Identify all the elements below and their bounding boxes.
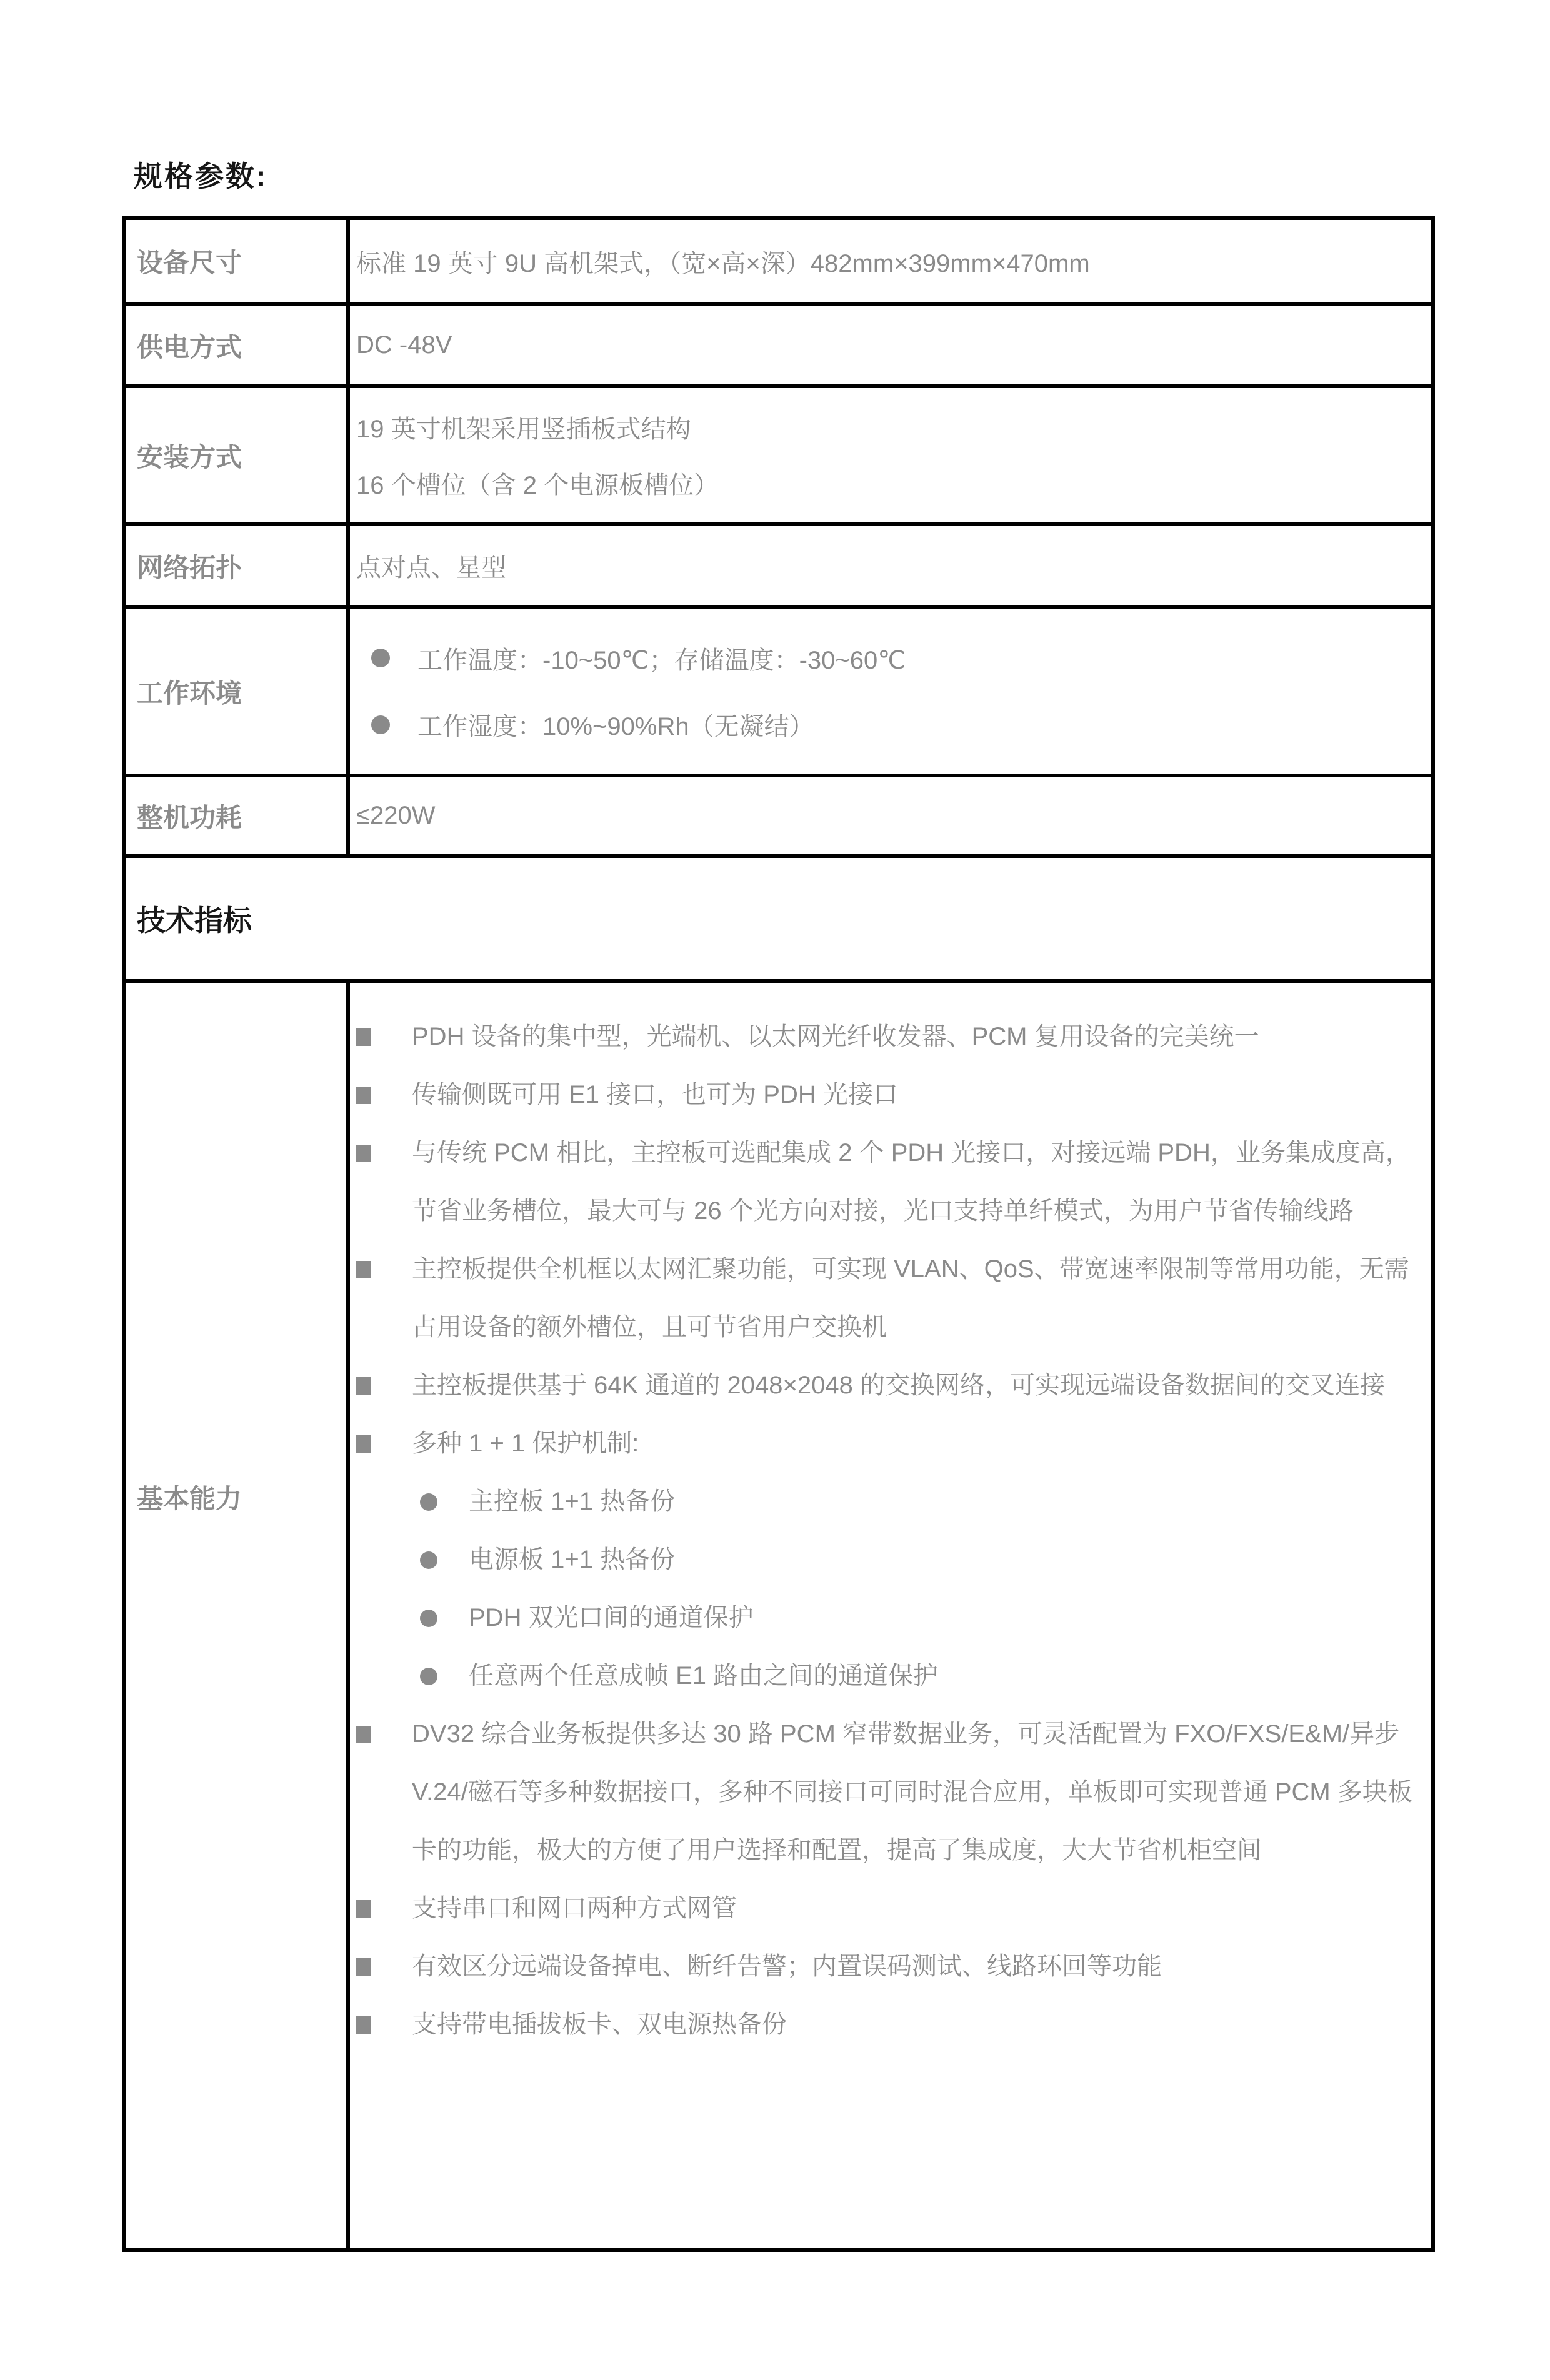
circle-bullet-icon [420,1551,438,1569]
capability-text: 电源板 1+1 热备份 [469,1546,676,1573]
table-row-installation [126,384,1431,522]
capability-text: 任意两个任意成帧 E1 路由之间的通道保护 [469,1662,939,1690]
capability-text: 支持带电插拔板卡、双电源热备份 [412,2011,787,2038]
square-bullet-icon [356,1261,371,1278]
topology-label: 网络拓扑 [126,526,350,605]
capability-subitem [350,1531,1412,1589]
capability-item [350,1124,1412,1240]
capability-item [350,1705,1412,1880]
operating-env-label: 工作环境 [126,609,350,774]
table-row-power-consumption [126,774,1431,854]
capability-text: 传输侧既可用 E1 接口，也可为 PDH 光接口 [412,1081,898,1108]
capability-subitem [350,1647,1412,1705]
capability-item [350,1880,1412,1938]
square-bullet-icon [356,1028,371,1046]
installation-line-2: 16 个槽位（含 2 个电源板槽位） [356,472,719,500]
capability-text: 主控板提供基于 64K 通道的 2048×2048 的交换网络，可实现远端设备数据间的交叉连接 [412,1372,1385,1399]
circle-bullet-icon [420,1493,438,1511]
installation-value [350,388,1431,522]
table-row-power-supply [126,302,1431,384]
capability-subitem [350,1473,1412,1531]
capability-text: DV32 综合业务板提供多达 30 路 PCM 窄带数据业务，可灵活配置为 FXO/FXS/E&M/异步 V.24/磁石等多种数据接口，多种不同接口可同时混合应用，单板即可实现普通 PCM 多块板卡的功能，极大的方便了用户选择和配置，提高了集成度，大大节省机柜空间 [412,1720,1412,1864]
square-bullet-icon [356,1900,371,1918]
circle-bullet-icon [420,1668,438,1685]
table-row-operating-env [126,605,1431,774]
operating-env-bullet-2 [356,707,1409,742]
table-row-basic-capability [126,979,1431,2248]
installation-label: 安装方式 [126,388,350,522]
capability-item [350,1008,1412,1066]
capability-text: 主控板提供全机框以太网汇聚功能，可实现 VLAN、QoS、带宽速率限制等常用功能，无需占用设备的额外槽位，且可节省用户交换机 [412,1255,1409,1341]
spec-table [122,216,1435,2252]
installation-line-1: 19 英寸机架采用竖插板式结构 [356,415,691,443]
capability-item [350,1415,1412,1473]
table-row-tech-indicators [126,854,1431,979]
operating-env-text-1: 工作温度：-10~50℃；存储温度：-30~60℃ [418,646,906,674]
capability-text: 与传统 PCM 相比，主控板可选配集成 2 个 PDH 光接口，对接远端 PDH，业务集成度高，节省业务槽位，最大可与 26 个光方向对接，光口支持单纤模式，为用户节省传输线路 [412,1139,1411,1225]
square-bullet-icon [356,1435,371,1453]
operating-env-value [350,609,1431,774]
square-bullet-icon [356,1145,371,1162]
circle-bullet-icon [371,715,390,734]
power-consumption-value [350,777,1431,854]
capability-item [350,1938,1412,1996]
table-row-device-size [126,220,1431,302]
square-bullet-icon [356,1958,371,1976]
square-bullet-icon [356,1726,371,1743]
topology-value [350,526,1431,605]
power-supply-label: 供电方式 [126,306,350,384]
device-size-text: 标准 19 英寸 9U 高机架式，（宽×高×深）482mm×399mm×470mm [356,249,1090,277]
page-title: 规格参数: [134,160,268,192]
operating-env-text-2: 工作湿度：10%~90%Rh（无凝结） [418,713,814,741]
power-supply-text: DC -48V [356,331,452,359]
capability-item [350,1996,1412,2054]
capability-item [350,1066,1412,1124]
power-consumption-text: ≤220W [356,802,436,829]
square-bullet-icon [356,1377,371,1395]
table-row-topology [126,522,1431,605]
capability-text: 多种 1 + 1 保护机制: [412,1430,639,1457]
capability-text: 有效区分远端设备掉电、断纤告警；内置误码测试、线路环回等功能 [412,1953,1162,1980]
square-bullet-icon [356,1087,371,1104]
capability-item [350,1357,1412,1415]
capability-text: PDH 设备的集中型，光端机、以太网光纤收发器、PCM 复用设备的完美统一 [412,1023,1259,1050]
capability-item [350,1240,1412,1357]
topology-text: 点对点、星型 [356,554,506,582]
tech-indicators-section-title: 技术指标 [137,904,252,937]
circle-bullet-icon [420,1610,438,1627]
basic-capability-list [350,983,1431,2248]
device-size-label: 设备尺寸 [126,220,350,302]
operating-env-bullet-1 [356,640,1409,676]
device-size-value [350,220,1431,302]
capability-text: 主控板 1+1 热备份 [469,1488,676,1515]
capability-subitem [350,1589,1412,1647]
capability-text: 支持串口和网口两种方式网管 [412,1895,737,1922]
basic-capability-label: 基本能力 [126,983,350,2248]
capability-text: PDH 双光口间的通道保护 [469,1604,754,1631]
circle-bullet-icon [371,649,390,667]
power-consumption-label: 整机功耗 [126,777,350,854]
square-bullet-icon [356,2016,371,2034]
power-supply-value [350,306,1431,384]
